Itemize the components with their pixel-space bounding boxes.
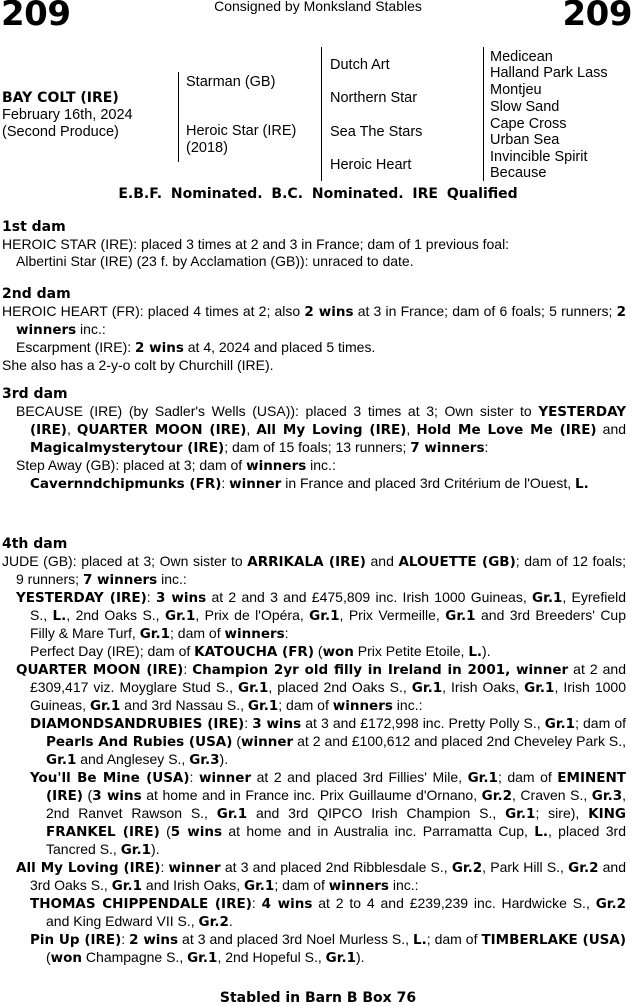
horse-produce: (Second Produce) xyxy=(2,124,119,140)
pedigree-gen4-8: Because xyxy=(490,165,547,181)
pedigree-gen4-4: Slow Sand xyxy=(490,99,560,115)
all-my-loving-entry: All My Loving (IRE): winner at 3 and placed 2nd Ribblesdale S., Gr.2, Park Hill S., Gr.2 and 3rd Oaks S., Gr.1 and Irish Oaks, Gr.1; dam of winners inc.: xyxy=(16,859,627,894)
pedigree-dam-sire: Sea The Stars xyxy=(330,124,423,140)
stabling-info: Stabled in Barn B Box 76 xyxy=(219,990,417,1006)
second-dam-escarpment: Escarpment (IRE): 2 wins at 4, 2024 and placed 5 times. xyxy=(16,339,376,356)
perfect-day-entry: Perfect Day (IRE); dam of KATOUCHA (FR) (won Prix Petite Etoile, L.). xyxy=(30,643,491,660)
third-dam-text: BECAUSE (IRE) (by Sadler's Wells (USA)): placed 3 times at 3; Own sister to YESTERDAY (IRE), QUARTER MOON (IRE), All My Loving (IRE), Hold Me Love Me (IRE) and Magicalmysterytour (IRE); dam of 15 foals; 13 runners; 7 winners: xyxy=(16,403,627,456)
third-dam-heading: 3rd dam xyxy=(2,386,68,402)
pedigree-gen4-2: Halland Park Lass xyxy=(490,65,608,81)
fourth-dam-text: JUDE (GB): placed at 3; Own sister to ARRIKALA (IRE) and ALOUETTE (GB); dam of 12 foals; 9 runners; 7 winners inc.: xyxy=(2,553,626,588)
second-dam-also: She also has a 2-y-o colt by Churchill (IRE). xyxy=(2,357,274,373)
first-dam-text: HEROIC STAR (IRE): placed 3 times at 2 and 3 in France; dam of 1 previous foal: xyxy=(2,236,510,252)
yesterday-entry: YESTERDAY (IRE): 3 wins at 2 and 3 and £475,809 inc. Irish 1000 Guineas, Gr.1, Eyrefield S., L., 2nd Oaks S., Gr.1, Prix de l'Opéra, Gr.1, Prix Vermeille, Gr.1 and 3rd Breeders' Cup Filly & Mare Turf, Gr.1; dam of winners: xyxy=(16,589,626,642)
first-dam-section xyxy=(2,219,626,270)
pedigree-line-3 xyxy=(483,47,484,181)
nominations: E.B.F. Nominated. B.C. Nominated. IRE Qualified xyxy=(118,186,518,202)
third-dam-step-away: Step Away (GB): placed at 3; dam of winners inc.: xyxy=(16,457,336,474)
pedigree-line-2 xyxy=(321,47,322,181)
lot-number-left: 209 xyxy=(1,0,71,34)
pedigree-gen4-5: Cape Cross xyxy=(490,116,567,132)
pedigree-dam: Heroic Star (IRE) xyxy=(186,123,297,139)
pedigree-gen4-6: Urban Sea xyxy=(490,132,560,148)
pedigree-gen4-3: Montjeu xyxy=(490,82,542,98)
pedigree-sire-sire: Dutch Art xyxy=(330,57,390,73)
pin-up-entry: Pin Up (IRE): 2 wins at 3 and placed 3rd Noel Murless S., L.; dam of TIMBERLAKE (USA) (won Champagne S., Gr.1, 2nd Hopeful S., Gr.1). xyxy=(30,931,627,966)
diamondsandrubies-entry: DIAMONDSANDRUBIES (IRE): 3 wins at 3 and £172,998 inc. Pretty Polly S., Gr.1; dam of Pearls And Rubies (USA) (winner at 2 and £100,612 and placed 2nd Cheveley Park S., Gr.1 and Anglesey S., Gr.3). xyxy=(30,715,627,768)
fourth-dam-section xyxy=(2,536,626,967)
pedigree-line-1 xyxy=(178,72,179,162)
third-dam-section xyxy=(2,386,626,493)
thomas-chippendale-entry: THOMAS CHIPPENDALE (IRE): 4 wins at 2 to 4 and £239,239 inc. Hardwicke S., Gr.2 and King Edward VII S., Gr.2. xyxy=(30,895,627,930)
pedigree-dam-dam: Heroic Heart xyxy=(330,157,412,173)
pedigree-dam-year: (2018) xyxy=(186,140,228,156)
horse-foaled: February 16th, 2024 xyxy=(2,107,133,123)
pedigree-gen4-1: Medicean xyxy=(490,49,553,65)
first-dam-foal: Albertini Star (IRE) (23 f. by Acclamation (GB)): unraced to date. xyxy=(16,253,414,269)
horse-name: BAY COLT (IRE) xyxy=(2,90,119,106)
pedigree-sire-dam: Northern Star xyxy=(330,90,418,106)
consignor: Consigned by Monksland Stables xyxy=(214,0,422,14)
second-dam-text: HEROIC HEART (FR): placed 4 times at 2; also 2 wins at 3 in France; dam of 6 foals; 5 runners; 2 winners inc.: xyxy=(2,303,627,338)
pedigree-sire: Starman (GB) xyxy=(186,74,276,90)
quarter-moon-entry: QUARTER MOON (IRE): Champion 2yr old filly in Ireland in 2001, winner at 2 and £309,417 viz. Moyglare Stud S., Gr.1, placed 2nd Oaks S., Gr.1, Irish Oaks, Gr.1, Irish 1000 Guineas, Gr.1 and 3rd Nassau S., Gr.1; dam of winners inc.: xyxy=(16,661,626,714)
first-dam-heading: 1st dam xyxy=(2,219,66,235)
second-dam-heading: 2nd dam xyxy=(2,286,71,302)
second-dam-section xyxy=(2,286,626,374)
youll-be-mine-entry: You'll Be Mine (USA): winner at 2 and placed 3rd Fillies' Mile, Gr.1; dam of EMINENT (IRE) (3 wins at home and in France inc. Prix Guillaume d'Ornano, Gr.2, Craven S., Gr.3, 2nd Ranvet Rawson S., Gr.1 and 3rd QIPCO Irish Champion S., Gr.1; sire), KING FRANKEL (IRE) (5 wins at home and in Australia inc. Parramatta Cup, L., placed 3rd Tancred S., Gr.1). xyxy=(30,769,627,858)
pedigree-gen4-7: Invincible Spirit xyxy=(490,149,588,165)
fourth-dam-heading: 4th dam xyxy=(2,536,68,552)
lot-number-right: 209 xyxy=(562,0,632,34)
third-dam-cavernndchipmunks: Cavernndchipmunks (FR): winner in France and placed 3rd Critérium de l'Ouest, L. xyxy=(30,475,589,492)
